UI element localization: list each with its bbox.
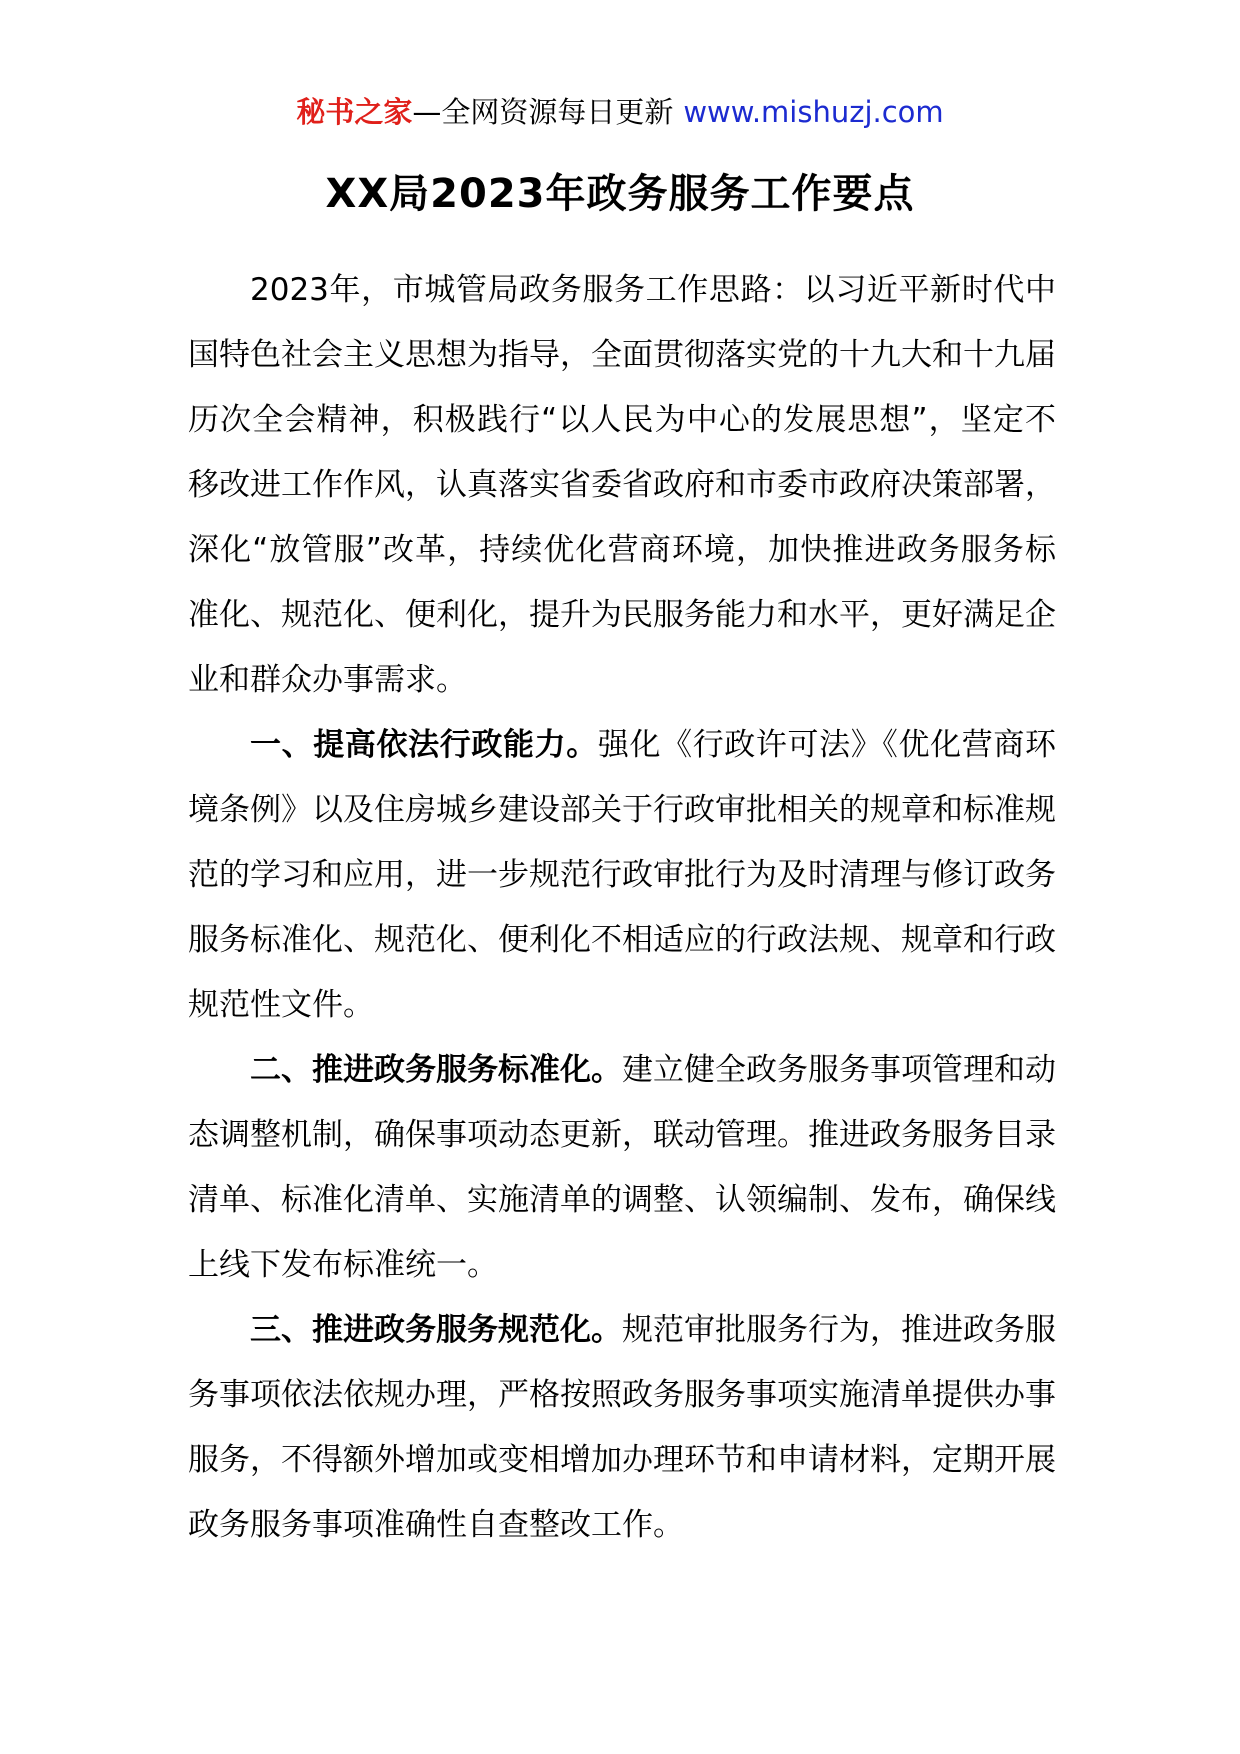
section-heading: 三、推进政务服务规范化。: [250, 1312, 622, 1348]
document-body: [188, 258, 1056, 1558]
brand-tagline: —全网资源每日更新: [412, 95, 674, 129]
site-url[interactable]: www.mishuzj.com: [683, 95, 944, 129]
section-heading: 一、提高依法行政能力。: [250, 727, 598, 763]
site-header: [0, 92, 1240, 132]
section-paragraph-1: [188, 713, 1056, 1038]
section-paragraph-2: [188, 1038, 1056, 1298]
brand-name: 秘书之家: [296, 95, 413, 129]
paragraph-text: 2023年，市城管局政务服务工作思路：以习近平新时代中国特色社会主义思想为指导，全面贯彻落实党的十九大和十九届历次全会精神，积极践行“以人民为中心的发展思想”，坚定不移改进工作作风，认真落实省委省政府和市委市政府决策部署，深化“放管服”改革，持续优化营商环境，加快推进政务服务标准化、规范化、便利化，提升为民服务能力和水平，更好满足企业和群众办事需求。: [188, 272, 1056, 698]
paragraph-text: 强化《行政许可法》《优化营商环境条例》以及住房城乡建设部关于行政审批相关的规章和标准规范的学习和应用，进一步规范行政审批行为及时清理与修订政务服务标准化、规范化、便利化不相适应的行政法规、规章和行政规范性文件。: [188, 727, 1057, 1023]
section-paragraph-3: [188, 1298, 1056, 1558]
paragraph-text: 建立健全政务服务事项管理和动态调整机制，确保事项动态更新，联动管理。推进政务服务目录清单、标准化清单、实施清单的调整、认领编制、发布，确保线上线下发布标准统一。: [188, 1052, 1056, 1283]
document-title: XX局2023年政务服务工作要点: [325, 171, 915, 217]
intro-paragraph: [188, 258, 1056, 713]
paragraph-text: 规范审批服务行为，推进政务服务事项依法依规办理，严格按照政务服务事项实施清单提供办事服务，不得额外增加或变相增加办理环节和申请材料，定期开展政务服务事项准确性自查整改工作。: [188, 1312, 1056, 1543]
section-heading: 二、推进政务服务标准化。: [250, 1052, 622, 1088]
